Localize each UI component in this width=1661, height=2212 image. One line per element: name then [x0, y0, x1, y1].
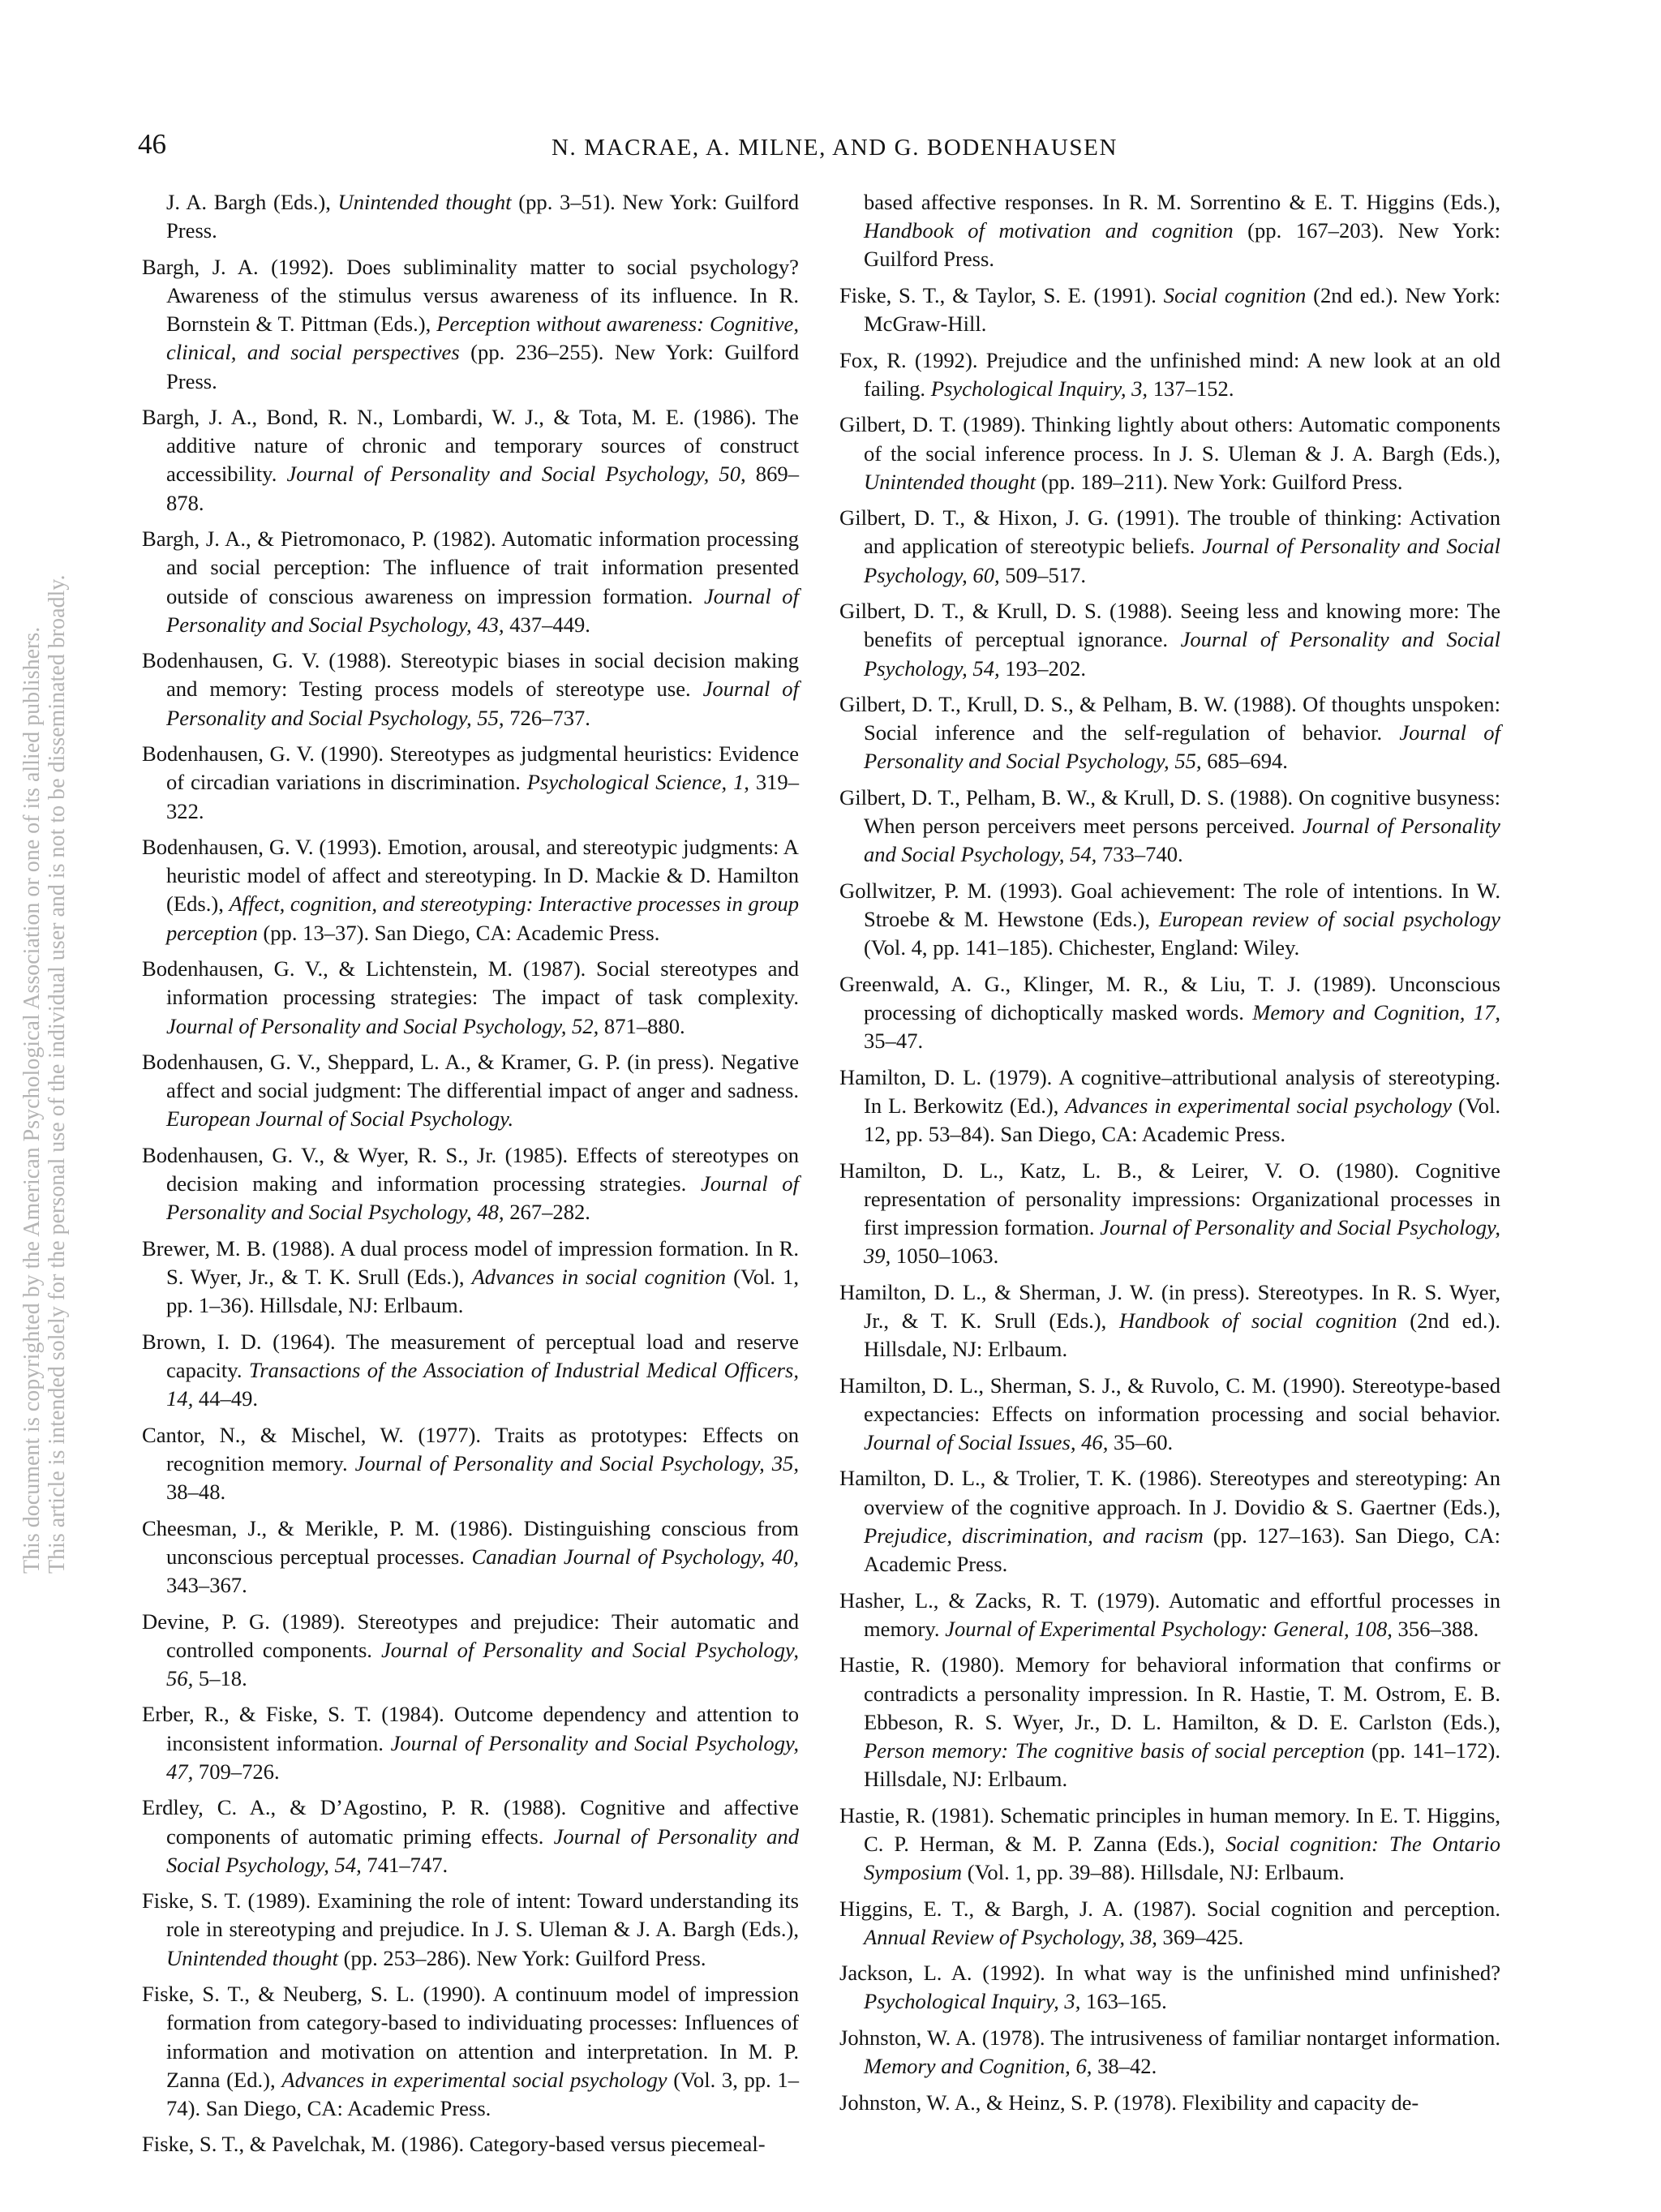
- reference-entry: [839, 410, 1500, 496]
- reference-entry: [839, 2089, 1500, 2117]
- reference-source: European review of social psychology: [1158, 907, 1500, 932]
- reference-source: Journal of Personality and Social Psychology, 52,: [166, 1013, 599, 1038]
- reference-entry: [839, 1464, 1500, 1578]
- reference-text-end: (pp. 167–203). New York: Guilford Press.: [864, 218, 1500, 272]
- reference-entry: [142, 1514, 799, 1600]
- reference-entry: [142, 740, 799, 826]
- reference-text: Cantor, N., & Mischel, W. (1977). Traits as prototypes: Effects on recognition memory.: [142, 1422, 799, 1475]
- reference-source: Journal of Personality and Social Psychology, 48,: [166, 1171, 799, 1225]
- reference-source: Prejudice, discrimination, and racism: [864, 1523, 1204, 1548]
- reference-text-end: 369–425.: [1157, 1924, 1244, 1949]
- reference-source: Advances in experimental social psychology: [281, 2067, 667, 2092]
- page-number: 46: [138, 128, 166, 160]
- reference-text-end: (Vol. 1, pp. 1–36). Hillsdale, NJ: Erlbaum.: [166, 1265, 799, 1318]
- reference-source: Journal of Personality and Social Psychology, 54,: [166, 1823, 799, 1877]
- reference-source: Handbook of social cognition: [1118, 1308, 1397, 1333]
- reference-source: Psychological Science, 1,: [526, 770, 749, 795]
- reference-source: Transactions of the Association of Industrial Medical Officers, 14,: [166, 1357, 800, 1411]
- reference-text-end: 35–60.: [1108, 1429, 1174, 1454]
- reference-text: Devine, P. G. (1989). Stereotypes and prejudice: Their automatic and controlled components.: [142, 1609, 799, 1662]
- reference-source: Journal of Social Issues, 46,: [864, 1429, 1109, 1454]
- reference-source: Unintended thought: [864, 469, 1036, 494]
- reference-text-end: 733–740.: [1097, 842, 1183, 867]
- reference-source: Unintended thought: [337, 190, 512, 214]
- reference-text: Hamilton, D. L., Sherman, S. J., & Ruvolo, C. M. (1990). Stereotype-based expectancies: Effects on information processing and social behavior.: [839, 1372, 1500, 1426]
- reference-text-end: 871–880.: [599, 1013, 685, 1038]
- reference-entry: [839, 188, 1500, 274]
- reference-text: Brown, I. D. (1964). The measurement of perceptual load and reserve capacity.: [142, 1329, 799, 1382]
- reference-source: Psychological Inquiry, 3,: [864, 1989, 1081, 2014]
- reference-source: European Journal of Social Psychology.: [166, 1106, 514, 1132]
- reference-entry: [142, 646, 799, 732]
- reference-entry: [142, 1608, 799, 1694]
- reference-text-end: 741–747.: [361, 1852, 449, 1877]
- copyright-watermark: [0, 0, 70, 2212]
- reference-text-end: (pp. 127–163). San Diego, CA: Academic Press.: [864, 1523, 1500, 1577]
- reference-entry: [839, 784, 1500, 870]
- reference-entry: [142, 1793, 799, 1879]
- reference-text: Gilbert, D. T. (1989). Thinking lightly about others: Automatic components of the social inference process. In J. S. Uleman & J. A. Bargh (Eds.),: [839, 412, 1500, 466]
- reference-entry: [142, 1887, 799, 1973]
- reference-source: Journal of Personality and Social Psychology, 47,: [166, 1730, 799, 1784]
- reference-text: Erber, R., & Fiske, S. T. (1984). Outcome dependency and attention to inconsistent information.: [142, 1702, 799, 1755]
- reference-text-end: 437–449.: [504, 612, 590, 637]
- reference-text-end: (Vol. 12, pp. 53–84). San Diego, CA: Academic Press.: [864, 1093, 1501, 1147]
- references-right-column: [839, 188, 1500, 2124]
- reference-text: Fiske, S. T., & Neuberg, S. L. (1990). A continuum model of impression formation from category-based to individuating processes: Influences of information and motivation on attention and interpretation. In M. P. Zanna (Ed.),: [142, 1982, 799, 2092]
- reference-entry: [839, 1157, 1500, 1271]
- reference-text-end: 193–202.: [999, 655, 1087, 681]
- reference-text: Cheesman, J., & Merikle, P. M. (1986). Distinguishing conscious from unconscious perceptual processes.: [142, 1515, 799, 1569]
- reference-entry: [839, 2024, 1500, 2081]
- reference-text: Hamilton, D. L. (1979). A cognitive–attributional analysis of stereotyping. In L. Berkowitz (Ed.),: [839, 1064, 1500, 1118]
- reference-text-end: 685–694.: [1201, 749, 1288, 774]
- reference-source: Memory and Cognition, 6,: [864, 2054, 1092, 2079]
- reference-entry: [839, 970, 1500, 1056]
- reference-text: Gollwitzer, P. M. (1993). Goal achievement: The role of intentions. In W. Stroebe & M. Hewstone (Eds.),: [839, 878, 1500, 932]
- reference-source: Memory and Cognition, 17,: [1252, 999, 1501, 1024]
- reference-entry: [839, 1959, 1500, 2016]
- reference-text: Bargh, J. A. (1992). Does subliminality matter to social psychology? Awareness of the stimulus versus awareness of its influence. In R. Bornstein & T. Pittman (Eds.),: [142, 254, 799, 337]
- reference-entry: [142, 955, 799, 1041]
- reference-source: Advances in social cognition: [471, 1265, 727, 1290]
- reference-text: Hamilton, D. L., Katz, L. B., & Leirer, V. O. (1980). Cognitive representation of personality impressions: Organizational processes in first impression formation.: [839, 1158, 1500, 1239]
- reference-text-end: 44–49.: [193, 1386, 259, 1411]
- reference-text-end: (pp. 13–37). San Diego, CA: Academic Press.: [257, 920, 660, 945]
- reference-text-end: (pp. 141–172). Hillsdale, NJ: Erlbaum.: [864, 1737, 1500, 1792]
- reference-text-end: 38–48.: [166, 1480, 226, 1505]
- reference-text: Bargh, J. A., Bond, R. N., Lombardi, W. J., & Tota, M. E. (1986). The additive nature of chronic and temporary sources of construct accessibility.: [142, 405, 799, 487]
- reference-source: Canadian Journal of Psychology, 40,: [471, 1544, 800, 1569]
- reference-text-end: (2nd ed.). Hillsdale, NJ: Erlbaum.: [864, 1308, 1500, 1362]
- reference-text: Hamilton, D. L., & Sherman, J. W. (in press). Stereotypes. In R. S. Wyer, Jr., & T. K. Srull (Eds.),: [839, 1279, 1500, 1333]
- reference-text: Hastie, R. (1980). Memory for behavioral information that confirms or contradicts a personality impression. In R. Hastie, T. M. Ostrom, E. B. Ebbeson, R. S. Wyer, Jr., D. L. Hamilton, & D. E. Carlston (Eds.),: [839, 1652, 1500, 1734]
- reference-source: Affect, cognition, and stereotyping: Interactive processes in group perception: [166, 891, 799, 945]
- reference-text-end: 163–165.: [1080, 1989, 1167, 2014]
- reference-entry: [142, 1141, 799, 1227]
- reference-text: Bodenhausen, G. V., Sheppard, L. A., & Kramer, G. P. (in press). Negative affect and social judgment: The differential impact of anger and sadness.: [142, 1050, 799, 1103]
- reference-source: Journal of Personality and Social Psychology, 55,: [864, 720, 1500, 774]
- references-left-column: [142, 188, 799, 2167]
- reference-entry: [839, 1372, 1500, 1458]
- reference-source: Journal of Personality and Social Psychology, 35,: [354, 1450, 799, 1475]
- reference-source: Advances in experimental social psychology: [1065, 1093, 1453, 1118]
- reference-text: Bodenhausen, G. V. (1993). Emotion, arousal, and stereotypic judgments: A heuristic model of affect and stereotyping. In D. Mackie & D. Hamilton (Eds.),: [142, 835, 799, 917]
- reference-text-end: 267–282.: [504, 1200, 590, 1225]
- reference-source: Unintended thought: [166, 1945, 338, 1970]
- reference-entry: [142, 1980, 799, 2123]
- reference-text-end: 343–367.: [166, 1573, 247, 1597]
- reference-text: Johnston, W. A. (1978). The intrusiveness of familiar nontarget information.: [839, 2025, 1500, 2050]
- reference-source: Person memory: The cognitive basis of social perception: [864, 1737, 1365, 1763]
- reference-text-end: (pp. 236–255). New York: Guilford Press.: [166, 340, 799, 393]
- reference-entry: [142, 1421, 799, 1507]
- reference-text-end: (Vol. 1, pp. 39–88). Hillsdale, NJ: Erlbaum.: [962, 1860, 1345, 1885]
- reference-source: Journal of Personality and Social Psychology, 54,: [864, 627, 1500, 681]
- reference-entry: [142, 525, 799, 639]
- reference-source: Journal of Experimental Psychology: General, 108,: [945, 1616, 1393, 1641]
- reference-entry: [839, 690, 1500, 776]
- reference-entry: [142, 1048, 799, 1134]
- reference-source: Journal of Personality and Social Psychology, 56,: [166, 1637, 800, 1690]
- reference-entry: [142, 833, 799, 947]
- reference-text: Brewer, M. B. (1988). A dual process model of impression formation. In R. S. Wyer, Jr., & T. K. Srull (Eds.),: [142, 1235, 799, 1290]
- reference-source: Journal of Personality and Social Psychology, 50,: [286, 462, 746, 487]
- reference-text: Johnston, W. A., & Heinz, S. P. (1978). Flexibility and capacity de-: [839, 2090, 1419, 2115]
- reference-text: Bodenhausen, G. V., & Wyer, R. S., Jr. (1985). Effects of stereotypes on decision making and information processing strategies.: [142, 1142, 799, 1196]
- reference-text-end: 869–878.: [166, 462, 799, 515]
- reference-text-end: 356–388.: [1392, 1616, 1479, 1641]
- reference-text: Greenwald, A. G., Klinger, M. R., & Liu, T. J. (1989). Unconscious processing of dichoptically masked words.: [839, 971, 1500, 1024]
- reference-text-end: 137–152.: [1148, 376, 1234, 401]
- reference-text: Gilbert, D. T., & Hixon, J. G. (1991). The trouble of thinking: Activation and application of stereotypic beliefs.: [839, 505, 1500, 559]
- reference-entry: [142, 1700, 799, 1786]
- reference-text-end: 319–322.: [166, 770, 800, 823]
- reference-entry: [839, 1063, 1500, 1149]
- reference-source: Journal of Personality and Social Psychology, 60,: [864, 534, 1500, 587]
- reference-text: Bodenhausen, G. V. (1990). Stereotypes as judgmental heuristics: Evidence of circadian variations in discrimination.: [142, 741, 799, 795]
- reference-text-end: (pp. 253–286). New York: Guilford Press.: [337, 1945, 706, 1970]
- reference-entry: [142, 188, 799, 245]
- reference-text-end: 726–737.: [504, 705, 590, 730]
- reference-entry: [142, 1328, 799, 1414]
- reference-text-end: (Vol. 3, pp. 1–74). San Diego, CA: Academic Press.: [166, 2067, 800, 2120]
- reference-text: Bargh, J. A., & Pietromonaco, P. (1982). Automatic information processing and social perception: The influence of trait information presented outside of conscious awareness on impression formation.: [142, 526, 799, 608]
- watermark-line-1: This document is copyrighted by the American Psychological Association or one of its allied publishers.: [19, 626, 45, 1574]
- reference-text: Fiske, S. T. (1989). Examining the role of intent: Toward understanding its role in stereotyping and prejudice. In J. S. Uleman & J. A. Bargh (Eds.),: [142, 1888, 799, 1942]
- reference-text: Bodenhausen, G. V. (1988). Stereotypic biases in social decision making and memory: Testing process models of stereotype use.: [142, 648, 799, 702]
- reference-text-end: (pp. 3–51). New York: Guilford Press.: [166, 190, 799, 243]
- reference-text: Hamilton, D. L., & Trolier, T. K. (1986). Stereotypes and stereotyping: An overview of the cognitive approach. In J. Dovidio & S. Gaertner (Eds.),: [839, 1466, 1500, 1519]
- reference-source: Journal of Personality and Social Psychology, 54,: [864, 814, 1500, 867]
- reference-source: Social cognition: The Ontario Symposium: [864, 1831, 1500, 1885]
- reference-entry: [839, 877, 1500, 963]
- reference-entry: [839, 346, 1500, 403]
- reference-entry: [839, 1802, 1500, 1888]
- reference-text: Jackson, L. A. (1992). In what way is the unfinished mind unfinished?: [839, 1961, 1500, 1986]
- reference-text: Gilbert, D. T., Krull, D. S., & Pelham, B. W. (1988). Of thoughts unspoken: Social inference and the self-regulation of behavior.: [839, 692, 1500, 745]
- reference-source: Social cognition: [1163, 282, 1307, 307]
- reference-text-end: 1050–1063.: [891, 1243, 999, 1269]
- reference-text: Fox, R. (1992). Prejudice and the unfinished mind: A new look at an old failing.: [839, 347, 1500, 401]
- reference-source: Psychological Inquiry, 3,: [930, 376, 1148, 401]
- reference-text: Hasher, L., & Zacks, R. T. (1979). Automatic and effortful processes in memory.: [839, 1587, 1500, 1641]
- reference-entry: [839, 1587, 1500, 1643]
- reference-text-end: 709–726.: [193, 1759, 280, 1784]
- reference-text-end: (pp. 189–211). New York: Guilford Press.: [1035, 469, 1403, 494]
- reference-text-end: 35–47.: [864, 1029, 924, 1054]
- reference-text-end: 38–42.: [1092, 2054, 1157, 2079]
- reference-source: Handbook of motivation and cognition: [864, 218, 1234, 243]
- reference-text-end: 5–18.: [193, 1665, 247, 1690]
- reference-entry: [839, 504, 1500, 590]
- reference-text: Fiske, S. T., & Pavelchak, M. (1986). Category-based versus piecemeal-: [142, 2132, 766, 2157]
- running-head: N. MACRAE, A. MILNE, AND G. BODENHAUSEN: [552, 135, 1118, 161]
- watermark-line-2: This article is intended solely for the personal use of the individual user and is not to be disseminated broadly.: [45, 574, 70, 1574]
- reference-text: J. A. Bargh (Eds.),: [166, 190, 338, 214]
- reference-text: Fiske, S. T., & Taylor, S. E. (1991).: [839, 282, 1164, 307]
- reference-entry: [142, 1235, 799, 1321]
- reference-text: based affective responses. In R. M. Sorrentino & E. T. Higgins (Eds.),: [864, 190, 1500, 214]
- reference-entry: [839, 1895, 1500, 1952]
- reference-text: Erdley, C. A., & D’Agostino, P. R. (1988). Cognitive and affective components of automatic priming effects.: [142, 1795, 799, 1849]
- reference-source: Journal of Personality and Social Psychology, 39,: [864, 1214, 1501, 1269]
- reference-source: Journal of Personality and Social Psychology, 43,: [166, 583, 799, 637]
- reference-text: Hastie, R. (1981). Schematic principles in human memory. In E. T. Higgins, C. P. Herman, & M. P. Zanna (Eds.),: [839, 1802, 1500, 1856]
- reference-entry: [142, 403, 799, 518]
- reference-source: Journal of Personality and Social Psychology, 55,: [166, 676, 799, 730]
- reference-text-end: 509–517.: [999, 562, 1087, 587]
- reference-text-end: (2nd ed.). New York: McGraw-Hill.: [864, 282, 1501, 337]
- reference-entry: [839, 1651, 1500, 1793]
- reference-source: Perception without awareness: Cognitive, clinical, and social perspectives: [166, 311, 799, 365]
- reference-text: Higgins, E. T., & Bargh, J. A. (1987). Social cognition and perception.: [839, 1896, 1500, 1921]
- reference-entry: [142, 253, 799, 396]
- reference-entry: [839, 281, 1500, 338]
- reference-entry: [839, 597, 1500, 683]
- reference-entry: [142, 2130, 799, 2158]
- reference-text: Bodenhausen, G. V., & Lichtenstein, M. (1987). Social stereotypes and information processing strategies: The impact of task complexity.: [142, 956, 799, 1010]
- reference-source: Annual Review of Psychology, 38,: [864, 1924, 1157, 1949]
- reference-text: Gilbert, D. T., & Krull, D. S. (1988). Seeing less and knowing more: The benefits of perceptual ignorance.: [839, 599, 1500, 652]
- reference-entry: [839, 1278, 1500, 1364]
- reference-text: Gilbert, D. T., Pelham, B. W., & Krull, D. S. (1988). On cognitive busyness: When person perceivers meet persons perceived.: [839, 784, 1500, 839]
- reference-text-end: (Vol. 4, pp. 141–185). Chichester, England: Wiley.: [864, 935, 1300, 960]
